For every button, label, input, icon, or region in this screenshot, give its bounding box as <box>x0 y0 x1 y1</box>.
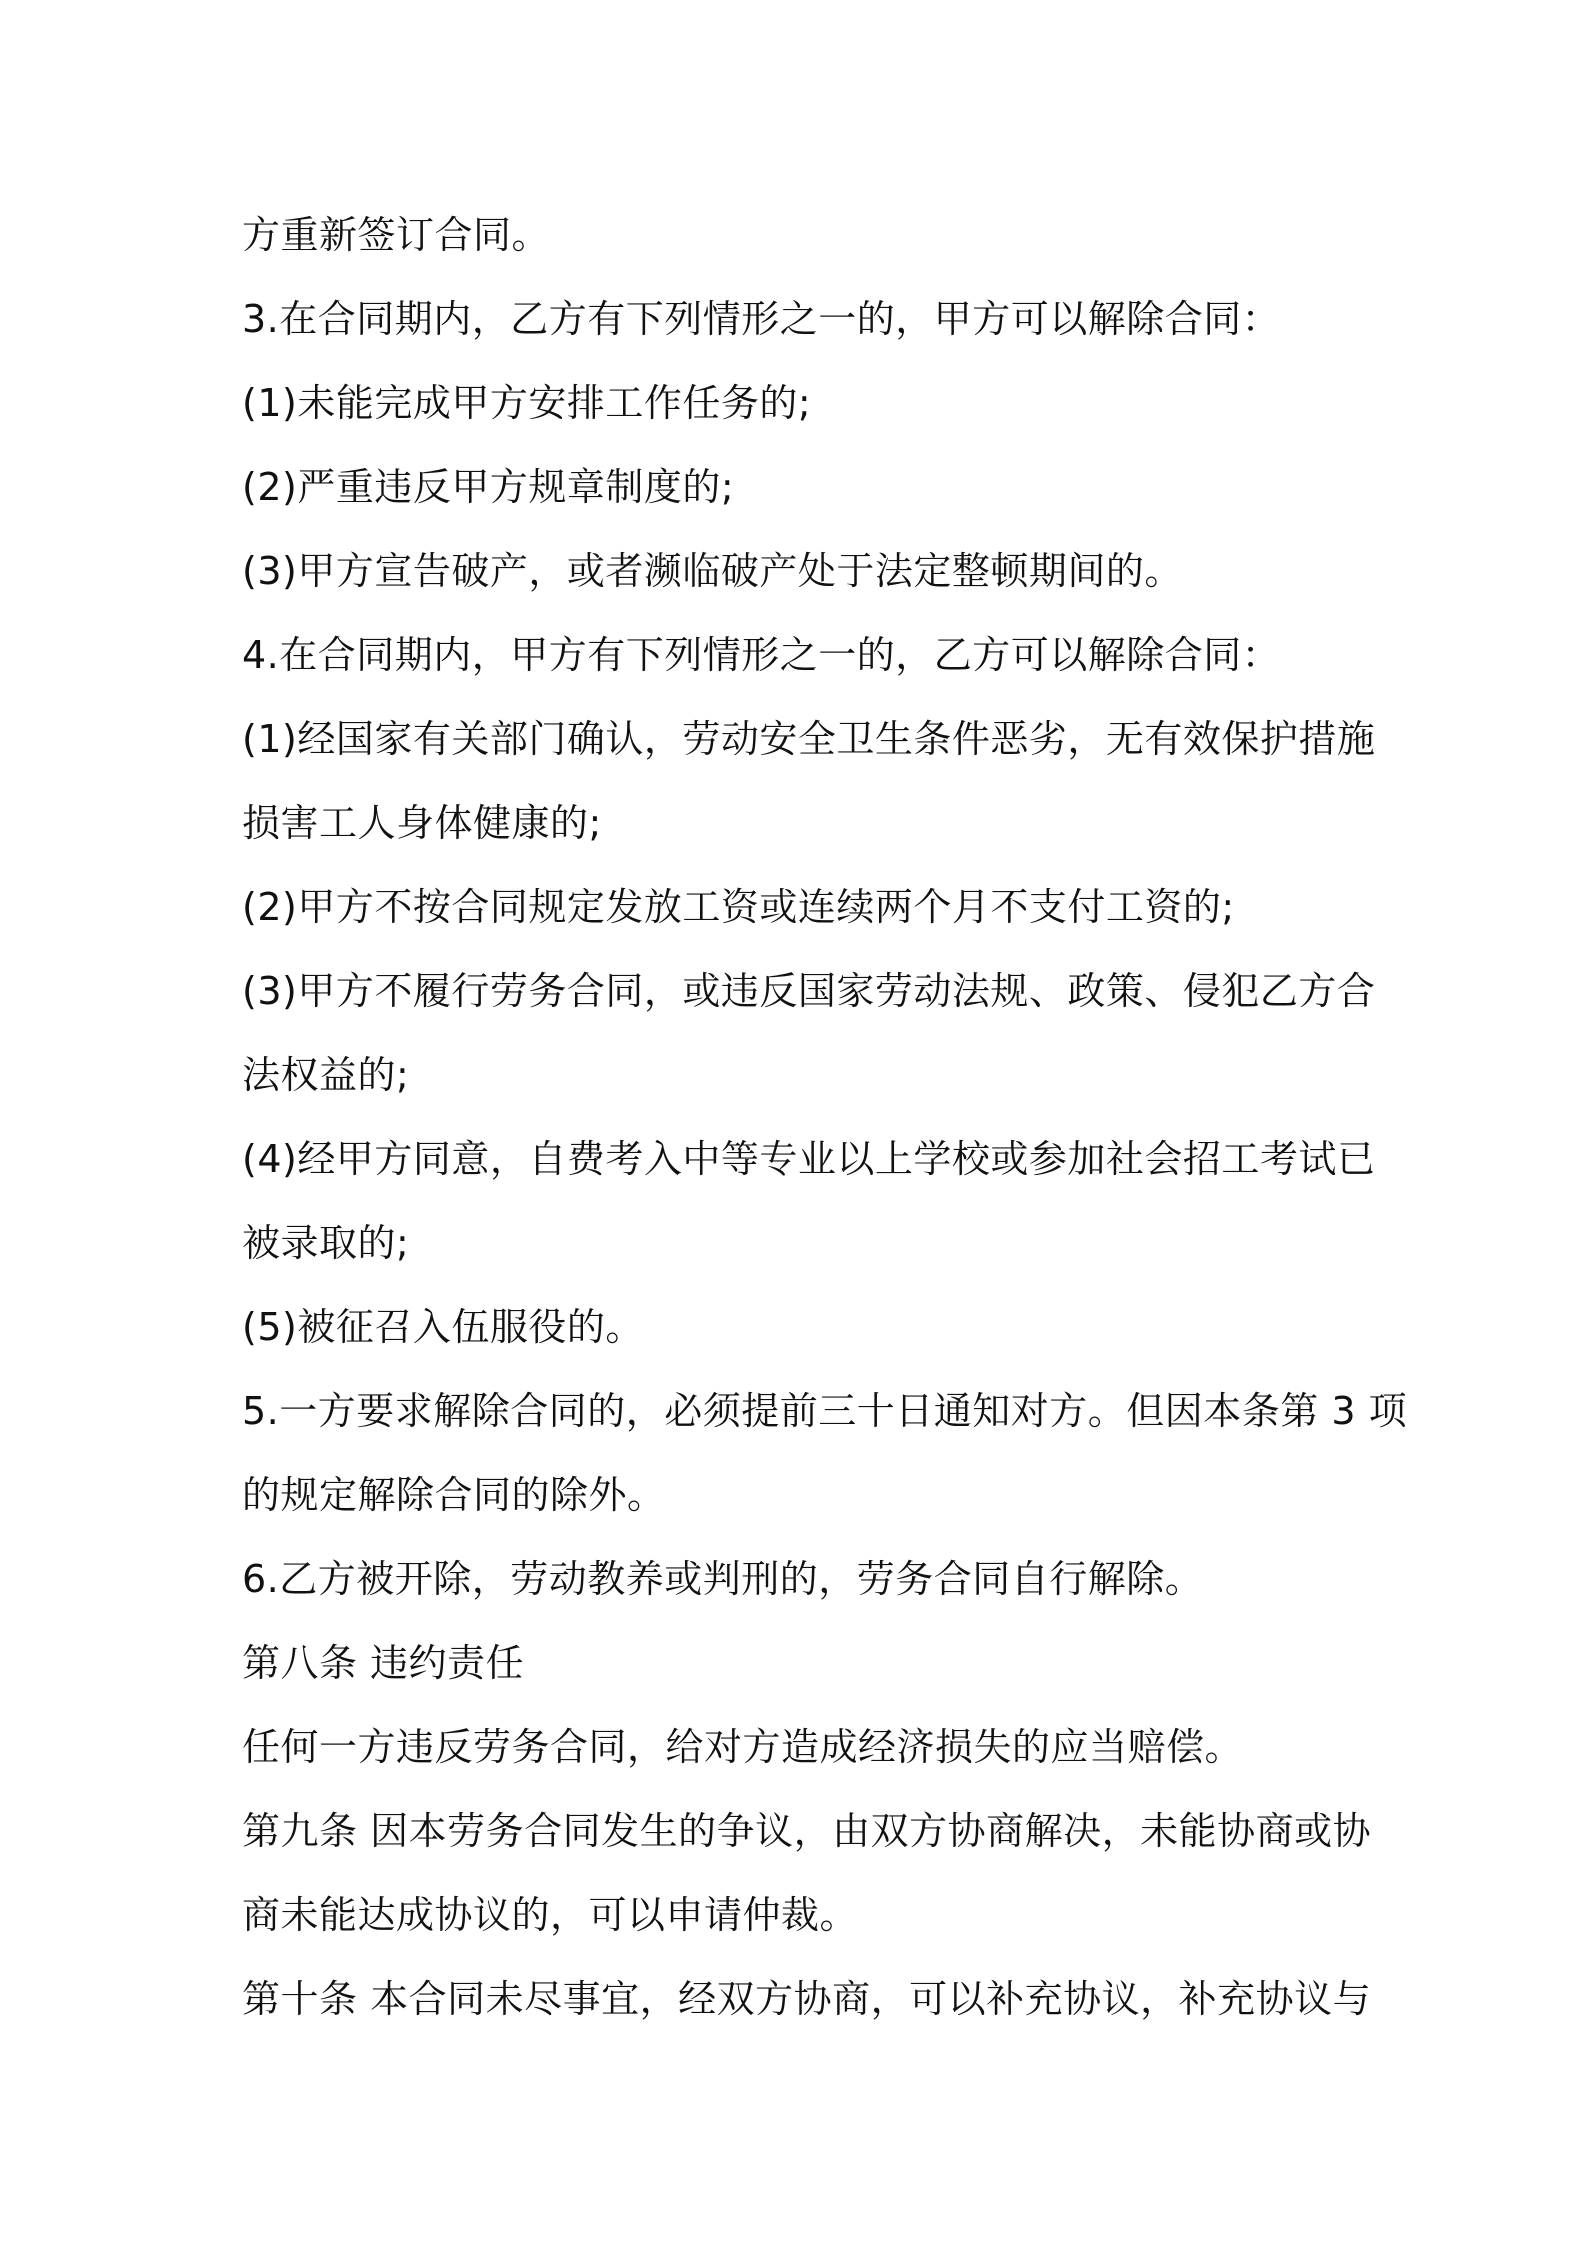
text-line: (2)甲方不按合同规定发放工资或连续两个月不支付工资的; <box>242 885 1235 929</box>
text-line: 法权益的; <box>242 1053 410 1097</box>
text-line: (4)经甲方同意，自费考入中等专业以上学校或参加社会招工考试已 <box>242 1137 1376 1181</box>
article-line: 第十条 本合同未尽事宜，经双方协商，可以补充协议，补充协议与 <box>242 1977 1372 2021</box>
text-line: 损害工人身体健康的; <box>242 801 602 845</box>
text-line: 4.在合同期内，甲方有下列情形之一的，乙方可以解除合同： <box>242 633 1281 677</box>
text-line: 5.一方要求解除合同的，必须提前三十日通知对方。但因本条第 3 项 <box>242 1389 1408 1433</box>
text-line: 被录取的; <box>242 1221 410 1265</box>
text-line: 方重新签订合同。 <box>242 213 551 257</box>
text-line: (5)被征召入伍服役的。 <box>242 1305 644 1349</box>
article-line: 第九条 因本劳务合同发生的争议，由双方协商解决，未能协商或协 <box>242 1809 1372 1853</box>
text-line: 6.乙方被开除，劳动教养或判刑的，劳务合同自行解除。 <box>242 1557 1204 1601</box>
text-line: 的规定解除合同的除外。 <box>242 1473 666 1517</box>
text-line: (2)严重违反甲方规章制度的; <box>242 465 735 509</box>
text-line: 3.在合同期内，乙方有下列情形之一的，甲方可以解除合同： <box>242 297 1281 341</box>
text-line: (1)经国家有关部门确认，劳动安全卫生条件恶劣，无有效保护措施 <box>242 717 1376 761</box>
text-line: 商未能达成协议的，可以申请仲裁。 <box>242 1893 859 1937</box>
text-line: (3)甲方不履行劳务合同，或违反国家劳动法规、政策、侵犯乙方合 <box>242 969 1376 1013</box>
text-line: (1)未能完成甲方安排工作任务的; <box>242 381 812 425</box>
text-line: (3)甲方宣告破产，或者濒临破产处于法定整顿期间的。 <box>242 549 1183 593</box>
text-line: 任何一方违反劳务合同，给对方造成经济损失的应当赔偿。 <box>242 1725 1244 1769</box>
document-body <box>242 193 1408 2041</box>
article-heading: 第八条 违约责任 <box>242 1641 525 1685</box>
